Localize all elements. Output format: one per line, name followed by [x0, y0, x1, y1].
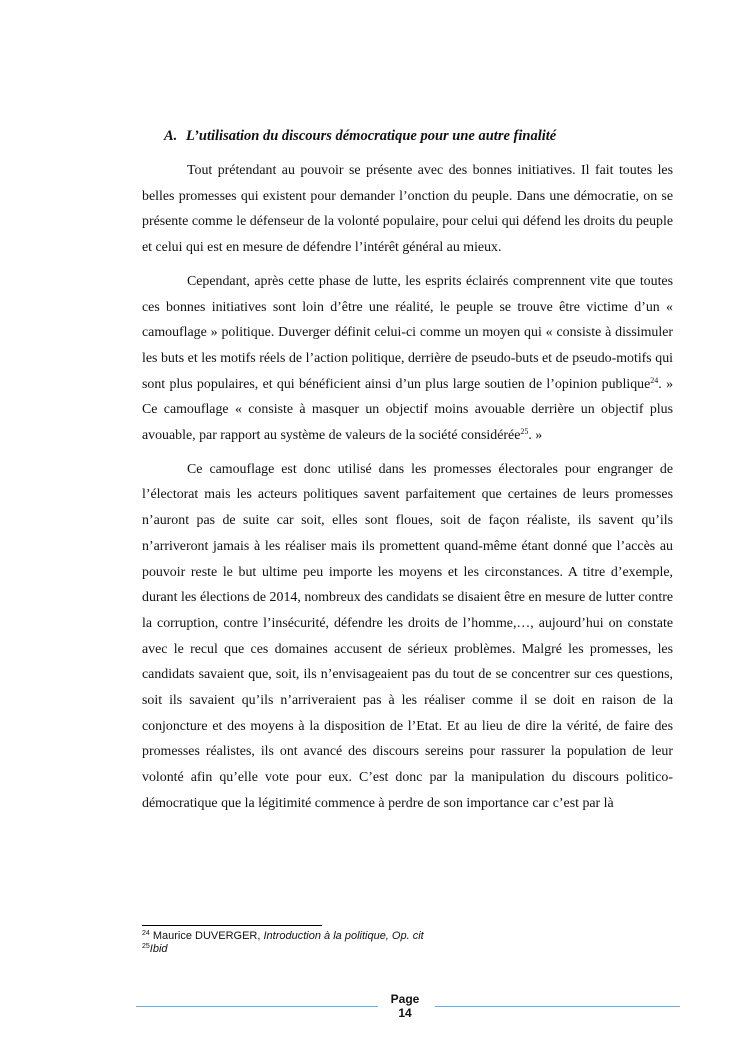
section-heading	[164, 126, 684, 146]
paragraph-2-text-b: . » Ce camouflage « consiste à masquer un objectif moins avouable derrière un objectif plus avouable, par rapport au système de valeurs de la société considérée	[142, 376, 674, 444]
page-number-value: 14	[398, 1006, 412, 1020]
paragraph-3	[142, 457, 673, 817]
footer-rule-right	[435, 1006, 680, 1007]
paragraph-1-text: Tout prétendant au pouvoir se présente avec des bonnes initiatives. Il fait toutes les belles promesses qui existent pour demander l’onction du peuple. Dans une démocratie, on se présente comme le défenseur de la volonté populaire, pour celui qui défend les droits du peuple et celui qui est en mesure de défendre l’intérêt général au mieux.	[142, 163, 673, 256]
footnote-25-text: Ibid	[149, 943, 168, 955]
paragraph-2	[142, 269, 673, 449]
body-text	[142, 158, 673, 825]
footnote-24-author: Maurice DUVERGER,	[149, 930, 264, 942]
footnote-24-mark: 24	[142, 930, 150, 937]
footer-rule-left	[136, 1006, 378, 1007]
paragraph-2-text-a: Cependant, après cette phase de lutte, les esprits éclairés comprennent vite que toutes ces bonnes initiatives sont loin d’être une réalité, le peuple se trouve être victime d’un « camouflage » politique. Duverger définit celui-ci comme un moyen qui « consiste à dissimuler les buts et les motifs réels de l’action politique, derrière de pseudo-buts et de pseudo-motifs qui sont plus populaires, et qui bénéficient ainsi d’un plus large soutien de l’opinion publique	[142, 273, 673, 392]
footnote-ref-25[interactable]: 25	[520, 427, 529, 437]
footnote-25-mark: 25	[142, 943, 150, 950]
footnote-ref-24[interactable]: 24	[650, 375, 659, 385]
footnote-separator	[142, 925, 322, 926]
section-number: A.	[164, 128, 178, 144]
footnote-24	[142, 930, 673, 943]
paragraph-1	[142, 158, 673, 261]
page-label: Page	[390, 992, 420, 1006]
footnote-25	[142, 943, 673, 956]
footnote-24-title: Introduction à la politique, Op. cit	[263, 930, 424, 942]
paragraph-3-text: Ce camouflage est donc utilisé dans les promesses électorales pour engranger de l’électorat mais les acteurs politiques savent parfaitement que certaines de leurs promesses n’auront pas de suite car soit, elles sont floues, soit de façon réaliste, ils savent qu’ils n’arriveront jamais à les réaliser mais ils promettent quand-même étant donné que l’accès au pouvoir reste le but ultime peu importe les moyens et les circonstances. A titre d’exemple, durant les élections de 2014, nombreux des candidats se disaient être en mesure de lutter contre la corruption, contre l’insécurité, défendre les droits de l’homme,…, aujourd’hui on constate avec le recul que ces domaines accusent de sérieux problèmes. Malgré les promesses, les candidats savaient que, soit, ils n’envisageaient pas du tout de se concentrer sur ces questions, soit ils savaient qu’ils n’arriveraient pas à les réaliser comme il se doit en raison de la conjoncture et des moyens à la disposition de l’Etat. Et au lieu de dire la vérité, de faire des promesses réalistes, ils ont avancé des discours sereins pour rassurer la population de leur volonté afin qu’elle vote pour eux. C’est donc par la manipulation du discours politico-démocratique que la légitimité commence à perdre de son importance car c’est par là	[142, 461, 673, 811]
section-title: L’utilisation du discours démocratique pour une autre finalité	[186, 128, 557, 144]
paragraph-2-text-c: . »	[528, 428, 543, 444]
footnotes	[142, 930, 673, 956]
page-number	[385, 992, 425, 1020]
